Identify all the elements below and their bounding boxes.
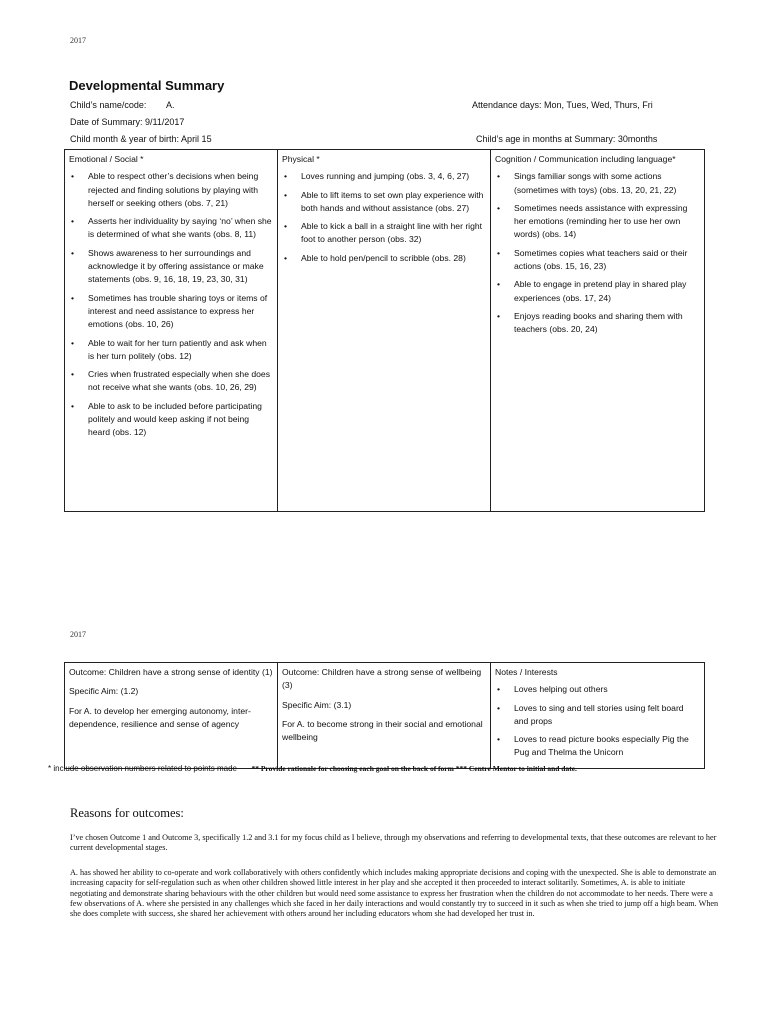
list-item: • Able to ask to be included before participating politely and would keep asking if not being heard (obs. 12) [69,400,273,440]
list-item: • Loves running and jumping (obs. 3, 4, 6, 27) [282,170,486,183]
child-birth: Child month & year of birth: April 15 [70,134,212,144]
page-title: Developmental Summary [69,78,225,93]
footnote [48,764,577,773]
physical-heading: Physical * [282,154,320,164]
child-name-label: Child’s name/code: [70,100,147,110]
cognition-heading: Cognition / Communication including language* [495,154,676,164]
list-item: • Cries when frustrated especially when she does not receive what she wants (obs. 10, 26, 29) [69,368,273,395]
outcome2-cell [278,663,491,769]
list-item: • Able to hold pen/pencil to scribble (obs. 28) [282,252,486,265]
outcome2-aim: Specific Aim: (3.1) [282,699,352,710]
reasons-paragraph-1: I’ve chosen Outcome 1 and Outcome 3, specifically 1.2 and 3.1 for my focus child as I believe, through my observations and referring to developmental texts, that these outcomes are relevant to her current developmental stages. [70,833,717,853]
list-item: • Loves helping out others [495,683,700,696]
footnote-plain: * include observation numbers related to points made [48,764,237,773]
reasons-heading: Reasons for outcomes: [70,806,184,820]
list-item: • Loves to read picture books especially Pig the Pug and Thelma the Unicorn [495,733,700,760]
outcome2-heading: Outcome: Children have a strong sense of wellbeing (3) [282,667,482,691]
outcome1-cell [65,663,278,769]
physical-list [282,170,486,265]
list-item: • Able to engage in pretend play in shared play experiences (obs. 17, 24) [495,278,700,305]
list-item: • Sometimes has trouble sharing toys or items of interest and need assistance to express her emotions (obs. 10, 26) [69,292,273,332]
list-item: • Sings familiar songs with some actions (sometimes with toys) (obs. 13, 20, 21, 22) [495,170,700,197]
outcome1-heading: Outcome: Children have a strong sense of identity (1) [69,667,273,677]
child-age: Child’s age in months at Summary: 30months [476,134,658,144]
emotional-social-heading: Emotional / Social * [69,154,144,164]
date-of-summary: Date of Summary: 9/11/2017 [70,117,185,127]
list-item: • Loves to sing and tell stories using felt board and props [495,702,700,729]
child-name-value: A. [166,100,175,110]
list-item: • Sometimes needs assistance with expressing her emotions (reminding her to use her own words) (obs. 14) [495,202,700,242]
page2-year: 2017 [70,630,86,639]
cognition-cell [491,150,705,512]
list-item: • Able to respect other’s decisions when being rejected and finding solutions by playing with herself or seeking others (obs. 7, 21) [69,170,273,210]
list-item: • Shows awareness to her surroundings and acknowledge it by offering assistance or make statements (obs. 9, 16, 18, 19, 23, 30, 31) [69,247,273,287]
attendance-days: Attendance days: Mon, Tues, Wed, Thurs, Fri [472,100,653,110]
emotional-social-cell [65,150,278,512]
notes-list [495,683,700,759]
list-item: • Asserts her individuality by saying ‘no’ when she is determined of what she wants (obs. 8, 11) [69,215,273,242]
outcome2-text: For A. to become strong in their social and emotional wellbeing [282,718,483,743]
reasons-paragraph-2: A. has showed her ability to co-operate and work collaboratively with others confidently which includes making appropriate decisions and coping with the unexpected. She is able to demonstrate an increasing capacity for self-regulation such as when other children showed little interest in her play and she accepted it then proceeded to interact solitarily. Sometimes, A. is able to initiate negotiating and demonstrate sharing behaviours with the other children but would need some assistance to express her frustration when the children do not accommodate to her needs. There were a few observations of A. where she persisted in any challenges which she faced in her daily interactions and would constantly try to succeed in it such as when she tried to jump off a high beam. When she does complete with success, she shared her achievement with others around her including educators whom she had developed her trust in. [70,868,719,919]
outcomes-table [64,662,705,769]
page1-year: 2017 [70,36,86,45]
physical-cell [278,150,491,512]
list-item: • Enjoys reading books and sharing them with teachers (obs. 20, 24) [495,310,700,337]
developmental-summary-table [64,149,705,512]
cognition-list [495,170,700,336]
footnote-bold: ** Provide rationale for choosing each goal on the back of form *** Centre Mentor to initial and date. [251,764,577,773]
outcome1-aim: Specific Aim: (1.2) [69,686,139,697]
list-item: • Able to lift items to set own play experience with both hands and without assistance (obs. 27) [282,189,486,216]
outcome1-text: For A. to develop her emerging autonomy, inter-dependence, resilience and sense of agency [69,705,251,729]
list-item: • Sometimes copies what teachers said or their actions (obs. 15, 16, 23) [495,247,700,274]
list-item: • Able to kick a ball in a straight line with her right foot to another person (obs. 32) [282,220,486,247]
list-item: • Able to wait for her turn patiently and ask when is her turn politely (obs. 12) [69,337,273,364]
notes-heading: Notes / Interests [495,667,558,677]
emotional-social-list [69,170,273,439]
notes-cell [491,663,705,769]
